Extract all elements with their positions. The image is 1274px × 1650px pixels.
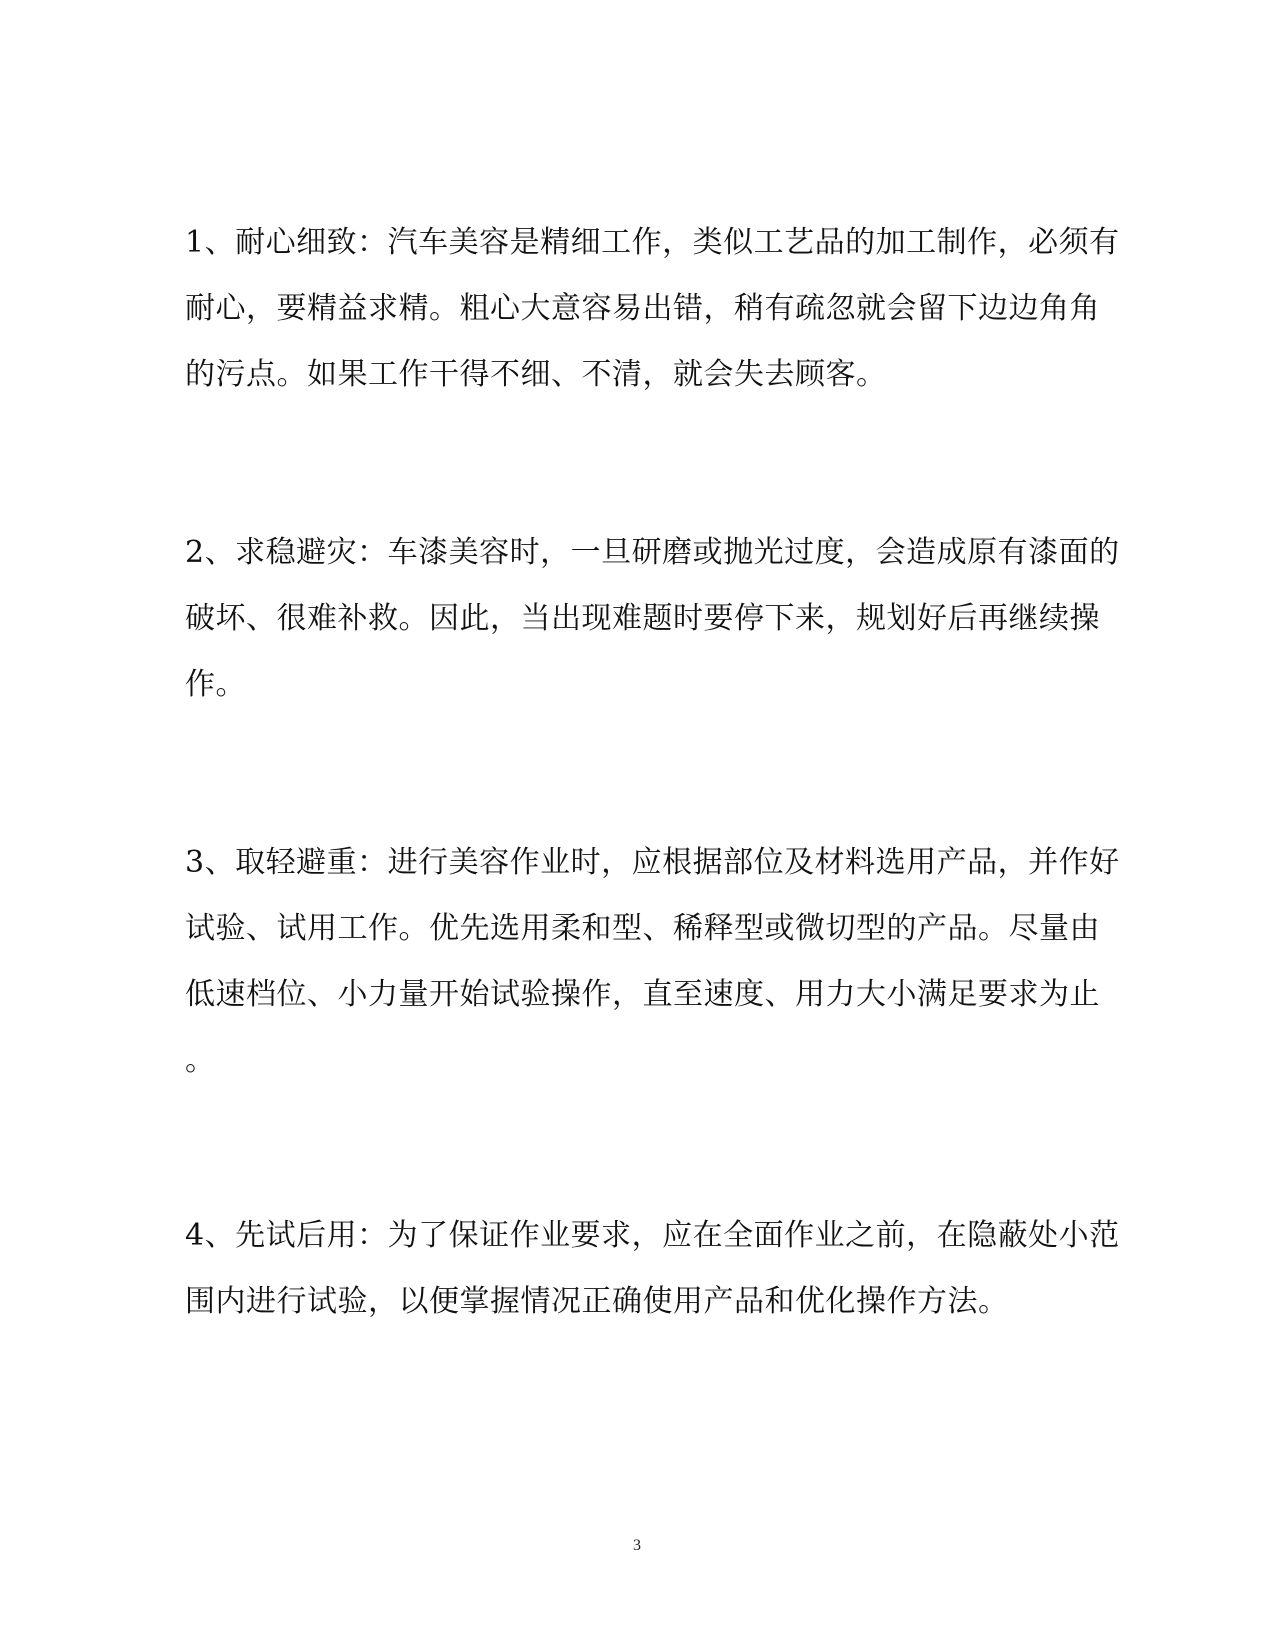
paragraph-line: 2、求稳避灾：车漆美容时，一旦研磨或抛光过度，会造成原有漆面的	[185, 535, 1120, 570]
paragraph-line: 1、耐心细致：汽车美容是精细工作，类似工艺品的加工制作，必须有	[185, 225, 1120, 260]
paragraph-line: 耐心，要精益求精。粗心大意容易出错，稍有疏忽就会留下边边角角	[185, 291, 1100, 326]
paragraph-1	[185, 210, 1120, 408]
paragraph-line: 试验、试用工作。优先选用柔和型、稀释型或微切型的产品。尽量由	[185, 911, 1100, 946]
paragraph-line: 的污点。如果工作干得不细、不清，就会失去顾客。	[185, 357, 887, 392]
paragraph-line: 3、取轻避重：进行美容作业时，应根据部位及材料选用产品，并作好	[185, 845, 1120, 880]
paragraph-2	[185, 520, 1120, 718]
paragraph-line: 4、先试后用：为了保证作业要求，应在全面作业之前，在隐蔽处小范	[185, 1218, 1120, 1253]
paragraph-line: 作。	[185, 667, 246, 702]
paragraph-4	[185, 1203, 1120, 1335]
paragraph-line: 破坏、很难补救。因此，当出现难题时要停下来，规划好后再继续操	[185, 601, 1100, 636]
page-number: 3	[633, 1537, 641, 1554]
paragraph-3	[185, 830, 1120, 1094]
paragraph-line: 低速档位、小力量开始试验操作，直至速度、用力大小满足要求为止	[185, 977, 1100, 1012]
paragraph-line: 。	[185, 1043, 216, 1078]
paragraph-line: 围内进行试验，以便掌握情况正确使用产品和优化操作方法。	[185, 1284, 1009, 1319]
